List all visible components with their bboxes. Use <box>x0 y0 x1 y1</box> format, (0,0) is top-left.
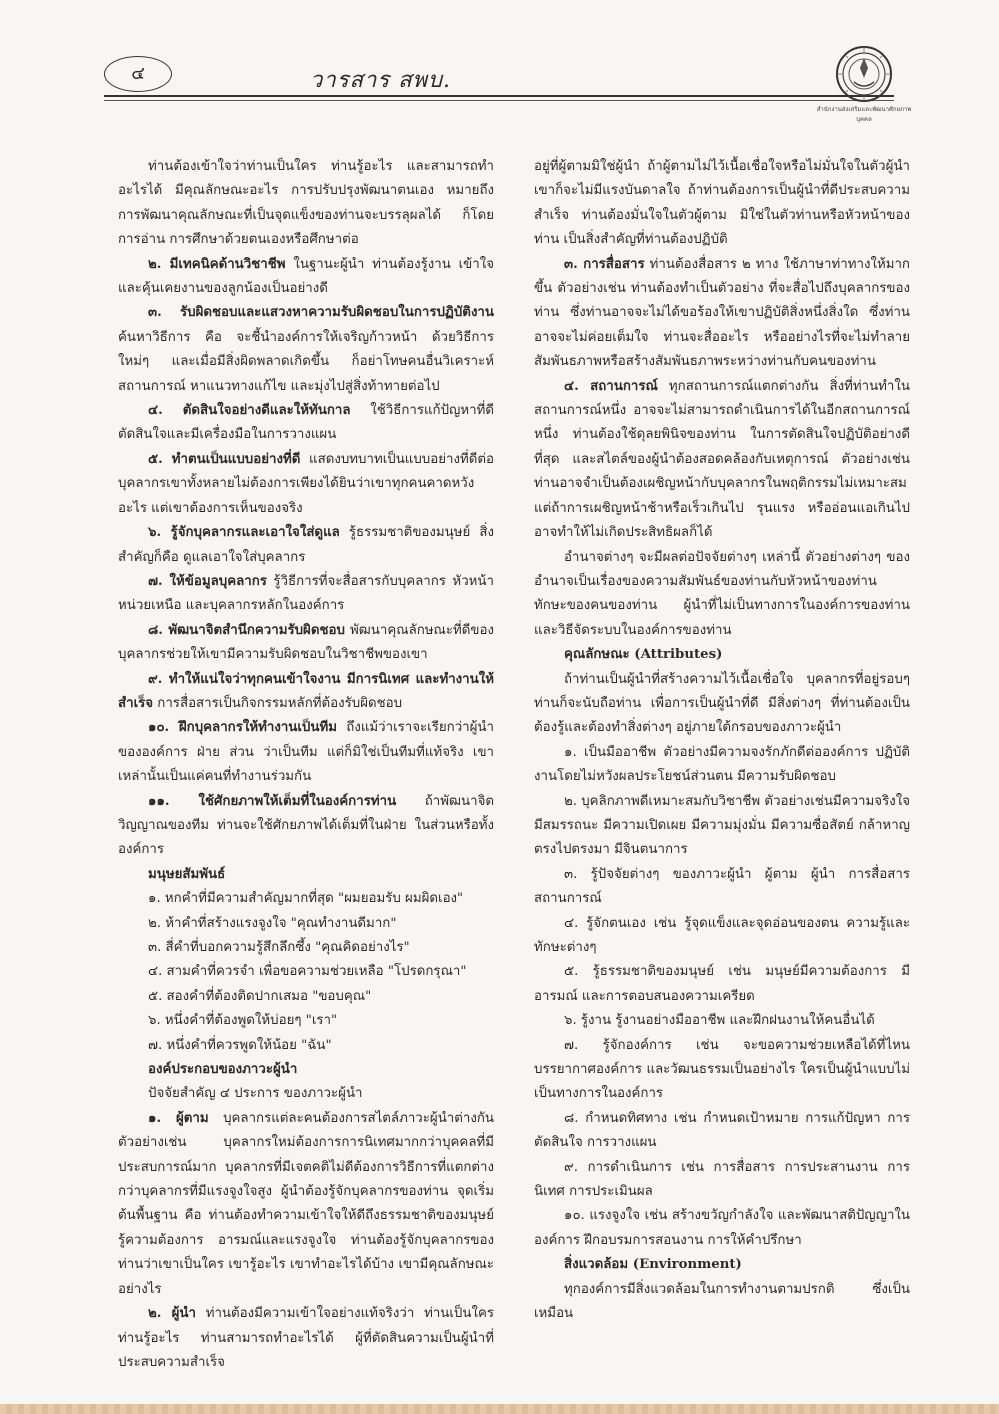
item-text: แสดงบทบาทเป็นแบบอย่างที่ดีต่อบุคลากรเขาทั้งหลายไม่ต้องการเพียงได้ยินว่าเขาทุกคนคาดหวังอะไร แต่เขาต้องการเห็นของจริง <box>118 451 494 516</box>
numbered-item <box>118 1302 494 1375</box>
item-text: การสื่อสารเป็นกิจกรรมหลักที่ต้องรับผิดชอบ <box>153 695 403 711</box>
paragraph: ๒. บุคลิกภาพดีเหมาะสมกับวิชาชีพ ตัวอย่างเช่นมีความจริงใจ มีสมรรถนะ มีความเปิดเผย มีความมุ่งมั่น มีความซื่อสัตย์ กล้าหาญ ตรงไปตรงมา มีจินตนาการ <box>534 793 910 858</box>
numbered-item <box>534 375 910 546</box>
section-heading: องค์ประกอบของภาวะผู้นำ <box>148 1062 298 1078</box>
page-bottom-edge <box>0 1404 999 1414</box>
list-item: ๖. หนึ่งคำที่ต้องพูดให้บ่อยๆ "เรา" <box>148 1013 338 1029</box>
numbered-item <box>118 619 494 668</box>
item-title: ๑๑. ใช้ศักยภาพให้เต็มที่ในองค์การท่าน <box>148 793 397 809</box>
paragraph: อำนาจต่างๆ จะมีผลต่อปัจจัยต่างๆ เหล่านี้ ตัวอย่างต่างๆ ของอำนาจเป็นเรื่องของความสัมพันธ์ของท่านกับหัวหน้าของท่าน ทักษะของคนของท่าน ผู้นำที่ไม่เป็นทางการในองค์การของท่าน และวิธีจัดระบบในองค์การของท่าน <box>534 549 910 638</box>
page-number: ๔ <box>104 56 172 92</box>
item-title: ๓. การสื่อสาร <box>564 256 645 272</box>
left-column <box>118 155 494 1375</box>
item-text: ถึงแม้ว่าเราจะเรียกว่าผู้นำขององค์การ ฝ่าย ส่วน ว่าเป็นทีม แต่ก็มิใช่เป็นทีมที่แท้จริง เขาเหล่านั้นเป็นแค่คนที่ทำงานร่วมกัน <box>118 720 494 785</box>
numbered-item <box>118 253 494 302</box>
paragraph: ๔. รู้จักตนเอง เช่น รู้จุดแข็งและจุดอ่อนของตน ความรู้และทักษะต่างๆ <box>534 915 910 955</box>
numbered-item <box>118 521 494 570</box>
paragraph: ๕. รู้ธรรมชาติของมนุษย์ เช่น มนุษย์มีความต้องการ มีอารมณ์ และการตอบสนองความเครียด <box>534 964 910 1004</box>
numbered-item <box>118 716 494 789</box>
emblem-logo-icon <box>834 44 894 104</box>
header-rule-thin <box>104 100 894 101</box>
item-title: ๑. ผู้ตาม <box>148 1110 209 1126</box>
numbered-item <box>118 448 494 521</box>
item-text: รู้ธรรมชาติของมนุษย์ สิ่งสำคัญก็คือ ดูแลเอาใจใส่บุคลากร <box>118 525 494 565</box>
item-title: ๗. ให้ข้อมูลบุคลากร <box>148 573 267 589</box>
numbered-item <box>118 1107 494 1302</box>
paragraph: ๗. รู้จักองค์การ เช่น จะขอความช่วยเหลือได้ที่ไหน บรรยากาศองค์การ และวัฒนธรรมเป็นอย่างไร ใครเป็นผู้นำแบบไม่เป็นทางการในองค์การ <box>534 1037 910 1102</box>
paragraph: ๓. รู้ปัจจัยต่างๆ ของภาวะผู้นำ ผู้ตาม ผู้นำ การสื่อสาร สถานการณ์ <box>534 866 910 907</box>
numbered-item <box>118 668 494 717</box>
list-item: ๕. สองคำที่ต้องติดปากเสมอ "ขอบคุณ" <box>148 988 372 1004</box>
numbered-item <box>118 570 494 619</box>
header-rule <box>104 95 894 97</box>
paragraph: ท่านต้องเข้าใจว่าท่านเป็นใคร ท่านรู้อะไร และสามารถทำอะไรได้ มีคุณลักษณะอะไร การปรับปรุงพัฒนาตนเอง หมายถึง การพัฒนาคุณลักษณะที่เป็นจุดแข็งของท่านจะบรรลุผลได้ ก็โดยการอ่าน การศึกษาด้วยตนเองหรือศึกษาต่อ <box>118 159 494 248</box>
journal-title: วารสาร สพบ. <box>310 68 452 93</box>
paragraph: ๘. กำหนดทิศทาง เช่น กำหนดเป้าหมาย การแก้ปัญหา การตัดสินใจ การวางแผน <box>534 1110 910 1151</box>
item-title: ๔. สถานการณ์ <box>564 378 658 394</box>
list-item: ปัจจัยสำคัญ ๔ ประการ ของภาวะผู้นำ <box>148 1086 363 1102</box>
paragraph: ๑. เป็นมืออาชีพ ตัวอย่างมีความจงรักภักดีต่อองค์การ ปฏิบัติงานโดยไม่หวังผลประโยชน์ส่วนตน มีความรับผิดชอบ <box>534 744 910 785</box>
numbered-item <box>118 301 494 399</box>
item-text: ทุกสถานการณ์แตกต่างกัน สิ่งที่ท่านทำในสถานการณ์หนึ่ง อาจจะไม่สามารถดำเนินการได้ในอีกสถานการณ์หนึ่ง ท่านต้องใช้ดุลยพินิจของท่าน ในการตัดสินใจปฏิบัติอย่างดีที่สุด และสไตล์ของผู้นำต้องสอดคล้องกับเหตุการณ์ ตัวอย่างเช่น ท่านอาจจำเป็นต้องเผชิญหน้ากับบุคลากรในพฤติกรรมไม่เหมาะสม แต่ถ้าการเผชิญหน้าช้าหรือเร็วเกินไป รุนแรง หรืออ่อนแอเกินไป อาจทำให้ไม่เกิดประสิทธิผลก็ได้ <box>534 378 910 541</box>
item-title: ๔. ตัดสินใจอย่างดีและให้ทันกาล <box>148 403 351 419</box>
item-text: ในฐานะผู้นำ ท่านต้องรู้งาน เข้าใจและคุ้นเคยงานของลูกน้องเป็นอย่างดี <box>118 256 495 297</box>
item-text: ใช้วิธีการแก้ปัญหาที่ดี ตัดสินใจและมีเครื่องมือในการวางแผน <box>118 403 495 443</box>
list-item: ๓. สี่คำที่บอกความรู้สึกลึกซึ้ง "คุณคิดอย่างไร" <box>148 940 410 955</box>
section-heading: มนุษยสัมพันธ์ <box>148 866 226 882</box>
item-text: ท่านต้องสื่อสาร ๒ ทาง ใช้ภาษาท่าทางให้มากขึ้น ตัวอย่างเช่น ท่านต้องทำเป็นตัวอย่าง ที่จะสื่อไปถึงบุคลากรของท่าน ซึ่งท่านอาจจะไม่ได้ขอร้องให้เขาปฏิบัติสิ่งหนึ่งสิ่งใด ซึ่งท่านอาจจะไม่ค่อยเต็มใจ ท่านจะสื่ออะไร หรืออย่างไรที่จะไม่ทำลายสัมพันธภาพหรือสร้างสัมพันธภาพระหว่างท่านกับคนของท่าน <box>534 256 910 370</box>
page-header <box>0 0 999 150</box>
paragraph: ๖. รู้งาน รู้งานอย่างมืออาชีพ และฝึกฝนงานให้คนอื่นได้ <box>564 1013 875 1029</box>
list-item: ๑. หกคำที่มีความสำคัญมากที่สุด "ผมยอมรับ ผมผิดเอง" <box>148 891 464 907</box>
item-title: ๙. ทำให้แน่ใจว่าทุกคนเข้าใจงาน มีการนิเทศ และทำงานให้สำเร็จ <box>118 671 494 711</box>
section-heading: คุณลักษณะ (Attributes) <box>564 647 723 663</box>
item-text: รู้วิธีการที่จะสื่อสารกับบุคลากร หัวหน้าหน่วยเหนือ และบุคลากรหลักในองค์การ <box>118 573 494 614</box>
item-text: พัฒนาคุณลักษณะที่ดีของบุคลากรช่วยให้เขามีความรับผิดชอบในวิชาชีพของเขา <box>118 622 494 663</box>
item-text: ถ้าพัฒนาจิตวิญญาณของทีม ท่านจะใช้ศักยภาพได้เต็มที่ในฝ่าย ในส่วนหรือทั้งองค์การ <box>118 793 494 858</box>
paragraph: ถ้าท่านเป็นผู้นำที่สร้างความไว้เนื้อเชื่อใจ บุคลากรที่อยู่รอบๆ ท่านก็จะนับถือท่าน เพื่อการเป็นผู้นำที่ดี มีสิ่งต่างๆ ที่ท่านต้องเป็น ต้องรู้และต้องทำสิ่งต่างๆ อยู่ภายใต้กรอบของภาวะผู้นำ <box>534 671 910 736</box>
item-text: ค้นหาวิธีการ คือ จะชี้นำองค์การให้เจริญก้าวหน้า ด้วยวิธีการใหม่ๆ และเมื่อมีสิ่งผิดพลาดเกิดขึ้น ก็อย่าโทษคนอื่นวิเคราะห์สถานการณ์ หาแนวทางแก้ไข และมุ่งไปสู่สิ่งท้าทายต่อไป <box>118 329 494 394</box>
item-text: ท่านต้องมีความเข้าใจอย่างแท้จริงว่า ท่านเป็นใคร ท่านรู้อะไร ท่านสามารถทำอะไรได้ ผู้ที่ตัดสินความเป็นผู้นำที่ประสบความสำเร็จ <box>118 1306 494 1370</box>
paragraph: ๑๐. แรงจูงใจ เช่น สร้างขวัญกำลังใจ และพัฒนาสติปัญญาในองค์การ ฝึกอบรมการสอนงาน การให้คำปรึกษา <box>534 1208 910 1248</box>
list-item: ๒. ห้าคำที่สร้างแรงจูงใจ "คุณทำงานดีมาก" <box>148 915 397 931</box>
item-title: ๕. ทำตนเป็นแบบอย่างที่ดี <box>148 451 301 467</box>
numbered-item <box>118 399 494 448</box>
item-title: ๓. รับผิดชอบและแสวงหาความรับผิดชอบในการปฏิบัติงาน <box>148 305 494 321</box>
item-title: ๒. มีเทคนิคด้านวิชาชีพ <box>148 256 286 272</box>
right-column <box>534 155 910 1327</box>
list-item: ๔. สามคำที่ควรจำ เพื่อขอความช่วยเหลือ "โปรดกรุณา" <box>148 964 467 980</box>
list-item: ๗. หนึ่งคำที่ควรพูดให้น้อย "ฉัน" <box>148 1037 332 1053</box>
logo-caption: สำนักงานส่งเสริมและพัฒนาศักยภาพบุคคล <box>816 106 912 123</box>
item-title: ๒. ผู้นำ <box>148 1306 196 1322</box>
section-heading: สิ่งแวดล้อม (Environment) <box>564 1257 742 1273</box>
paragraph: ๙. การดำเนินการ เช่น การสื่อสาร การประสานงาน การนิเทศ การประเมินผล <box>534 1159 910 1200</box>
item-text: บุคลากรแต่ละคนต้องการสไตล์ภาวะผู้นำต่างกัน ตัวอย่างเช่น บุคลากรใหม่ต้องการการนิเทศมากกว่าบุคคลที่มีประสบการณ์มาก บุคลากรที่มีเจตคติไม่ดีต้องการวิธีการที่แตกต่างกว่าบุคลากรที่มีแรงจูงใจสูง ผู้นำต้องรู้จักบุคลากรของท่าน จุดเริ่มต้นพื้นฐาน คือ ท่านต้องทำความเข้าใจให้ดีถึงธรรมชาติของมนุษย์ รู้ความต้องการ อารมณ์และแรงจูงใจ ท่านต้องรู้จักบุคลากรของท่านว่าเขาเป็นใคร เขารู้อะไร เขาทำอะไรได้บ้าง เขามีคุณลักษณะอย่างไร <box>118 1110 494 1297</box>
item-title: ๑๐. ฝึกบุคลากรให้ทำงานเป็นทีม <box>148 720 337 736</box>
item-title: ๖. รู้จักบุคลากรและเอาใจใส่ดูแล <box>148 525 340 541</box>
numbered-item <box>118 790 494 863</box>
item-title: ๘. พัฒนาจิตสำนึกความรับผิดชอบ <box>148 622 345 638</box>
numbered-item <box>534 253 910 375</box>
paragraph: อยู่ที่ผู้ตามมิใช่ผู้นำ ถ้าผู้ตามไม่ไว้เนื้อเชื่อใจหรือไม่มั่นใจในตัวผู้นำ เขาก็จะไม่มีแรงบันดาลใจ ถ้าท่านต้องการเป็นผู้นำที่ดีประสบความสำเร็จ ท่านต้องมั่นใจในตัวผู้ตาม มิใช่ในตัวท่านหรือหัวหน้าของท่าน เป็นสิ่งสำคัญที่ท่านต้องปฏิบัติ <box>534 159 910 248</box>
paragraph: ทุกองค์การมีสิ่งแวดล้อมในการทำงานตามปรกติ ซึ่งเป็นเหมือน <box>534 1281 910 1322</box>
